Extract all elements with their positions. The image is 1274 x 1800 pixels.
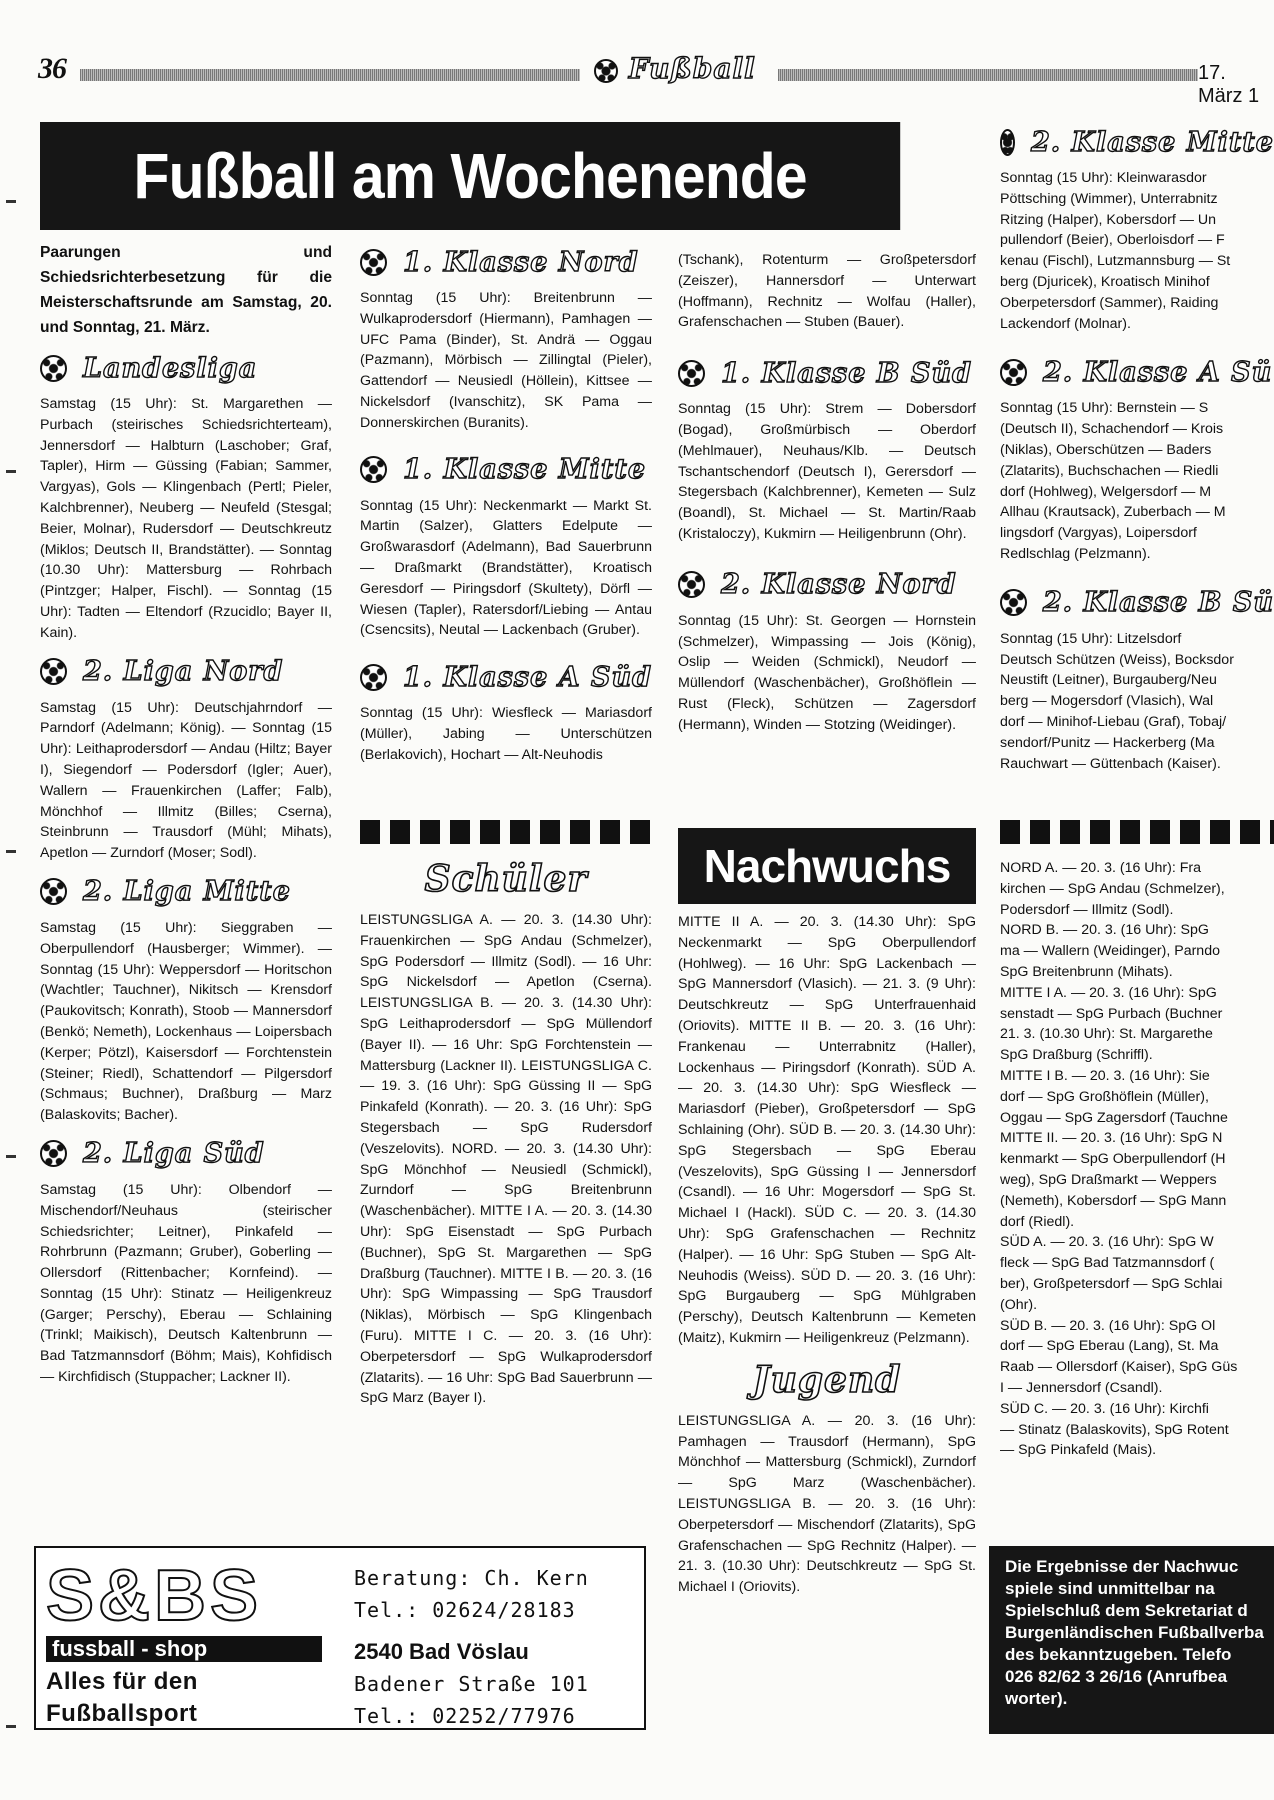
text-line: Spielschluß dem Sekretariat d	[1005, 1601, 1248, 1620]
text-line: Pöttsching (Wimmer), Unterrabnitz	[1000, 190, 1218, 207]
issue-date: 17. März 1	[1198, 62, 1260, 107]
football-icon	[678, 571, 705, 598]
text-line: (Niklas), Oberschützen — Baders	[1000, 441, 1212, 458]
text-line: Sonntag (15 Uhr): Litzelsdorf	[1000, 630, 1182, 647]
fixture-text: Sonntag (15 Uhr): Wiesfleck — Mariasdorf (Müller), Jabing — Unterschützen (Berlakovich), Hochart — Alt-Neuhodis	[360, 705, 652, 763]
jugend-heading: Jugend	[752, 1358, 902, 1401]
logo-text: S&BS	[46, 1556, 263, 1636]
text-line: sendorf/Punitz — Hackerberg (Ma	[1000, 734, 1215, 751]
page-title	[40, 122, 900, 230]
text-line: dorf — SpG Großhöflein (Müller),	[1000, 1088, 1209, 1105]
section-heading-klasse-nord	[360, 240, 652, 284]
section-heading-klasse2-nord	[678, 563, 976, 607]
section-heading-klasse2-a-sued	[1000, 350, 1274, 394]
section-heading-text: 2. Liga Mitte	[83, 876, 291, 908]
column-2	[360, 240, 652, 766]
text-line: senstadt — SpG Purbach (Buchner	[1000, 1005, 1223, 1022]
header-rule-right	[778, 69, 1198, 81]
section-heading-text: 2. Klasse A Sü	[1043, 356, 1273, 388]
text-line: Ritzing (Halper), Kobersdorf — Un	[1000, 211, 1217, 228]
fixture-text: Samstag (15 Uhr): Olbendorf — Mischendorf/Neuhaus (steirischer Schiedsrichter; Leitner), Pinkafeld — Rohrbrunn (Pazmann; Gruber), Goberling — Ollersdorf (Rittenbacher; Kornfeind). — Sonntag (15 Uhr): Stinatz — Heiligenkreuz (Garger; Perschy), Eberau — Schlaining (Trinkl; Maikisch), Deutsch Kaltenbrunn — Bad Tatzmannsdorf (Böhm; Mais), Kohfidisch — Kirchfidisch (Stuppacher; Lackner II).	[40, 1181, 332, 1386]
section-heading-landesliga	[40, 346, 332, 390]
text-line: MITTE II. — 20. 3. (16 Uhr): SpG N	[1000, 1130, 1223, 1147]
fixture-text: Sonntag (15 Uhr): Breitenbrunn — Wulkaprodersdorf (Hiermann), Pamhagen — UFC Pama (Binder), St. Andrä — Oggau (Pazmann), Mörbisch — Zillingtal (Pieler), Gattendorf — Neusiedl (Höllein), Kittsee — Nickelsdorf (Ivanschitz), SK Pama — Donnerskirchen (Buranits).	[360, 290, 652, 431]
text-line: Rauchwart — Güttenbach (Kaiser).	[1000, 755, 1221, 772]
section-title	[594, 52, 756, 85]
section-heading-text: 2. Klasse Nord	[721, 569, 957, 601]
fixture-text: (Tschank), Rotenturm — Großpetersdorf (Zeiszer), Hannersdorf — Unterwart (Hoffmann), Rechnitz — Wolfau (Haller), Grafenschachen — Stuben (Bauer).	[678, 252, 976, 331]
football-icon	[360, 249, 387, 276]
advertisement	[34, 1546, 646, 1730]
football-icon	[40, 1140, 67, 1167]
text-line: SÜD A. — 20. 3. (16 Uhr): SpG W	[1000, 1234, 1214, 1251]
text-line: Lackendorf (Molnar).	[1000, 315, 1131, 332]
text-line: dorf — SpG Eberau (Lang), St. Ma	[1000, 1338, 1219, 1355]
text-line: pullendorf (Beier), Oberloisdorf — F	[1000, 232, 1225, 249]
text-line: Raab — Ollersdorf (Kaiser), SpG Güs	[1000, 1359, 1238, 1376]
text-line: Podersdorf — Illmitz (Sodl).	[1000, 901, 1174, 918]
text-line: Oberpetersdorf (Sammer), Raiding	[1000, 294, 1219, 311]
fixture-lines	[1000, 398, 1274, 564]
text-line: (Nemeth), Kobersdorf — SpG Mann	[1000, 1192, 1227, 1209]
fixture-text: Sonntag (15 Uhr): St. Georgen — Hornstein (Schmelzer), Wimpassing — Jois (König), Oslip — Weiden (Schmickl), Neudorf — Müllendorf (Waschenbächer), Großhöflein — Rust (Fleck), Schützen — Zagersdorf (Hermann), Winden — Stotzing (Weidinger).	[678, 612, 976, 733]
fixture-text: Sonntag (15 Uhr): Strem — Dobersdorf (Bogad), Großmürbisch — Oberdorf (Mehlmauer), Neuhaus/Klb. — Deutsch Tschantschendorf (Deutsch I), Gerersdorf — Stegersbach (Kalchbrenner), Kemeten — Sulz (Boandl), St. Michael — St. Martin/Raab (Kristaloczy), Kukmirn — Heiligenbrunn (Ohr).	[678, 401, 976, 542]
section-heading-text: Landesliga	[83, 352, 258, 384]
schueler-block	[360, 850, 652, 1409]
text-line: (Zlatarits), Buchschachen — Riedli	[1000, 462, 1219, 479]
section-heading-klasse-b-sued	[678, 351, 976, 395]
schueler-heading: Schüler	[424, 858, 588, 900]
text-line: NORD A. — 20. 3. (16 Uhr): Fra	[1000, 860, 1202, 876]
football-icon	[360, 664, 387, 691]
nachwuchs-text: MITTE II A. — 20. 3. (14.30 Uhr): SpG Neckenmarkt — SpG Oberpullendorf (Hohlweg). — 16 Uhr: SpG Lackenbach — SpG Mannersdorf (Vlasich). — 21. 3. (9 Uhr): Deutschkreutz — SpG Unterfrauenhaid (Oriovits). MITTE II B. — 20. 3. (16 Uhr): Frankenau — Unterrabnitz (Haller), Lockenhaus — Piringsdorf (Konrath). SÜD A. — 20. 3. (14.30 Uhr): SpG Wiesfleck — Mariasdorf (Pieber), Großpetersdorf — SpG Schlaining (Ohr). SÜD B. — 20. 3. (14.30 Uhr): SpG Stegersbach — SpG Eberau (Veszelovits), SpG Güssing I — Jennersdorf (Csandl). — 16 Uhr: Mogersdorf — SpG St. Michael I (Hackl). SÜD C. — 20. 3. (14.30 Uhr): SpG Grafenschachen — Rechnitz (Halper). — 16 Uhr: SpG Stuben — SpG Alt-Neuhodis (Weiss). SÜD D. — 20. 3. (16 Uhr): SpG Burgauberg — SpG Mühlgraben (Perschy), Deutsch Kaltenbrunn — Kemeten (Maitz), Kukmirn — Heiligenkreuz (Pelzmann).	[678, 914, 976, 1346]
football-icon	[594, 59, 618, 83]
text-line: Redlschlag (Pelzmann).	[1000, 545, 1151, 562]
section-heading-liga-nord	[40, 650, 332, 694]
text-line: dorf — Minihof-Liebau (Graf), Tobaj/	[1000, 713, 1227, 730]
text-line: Die Ergebnisse der Nachwuc	[1005, 1557, 1239, 1576]
text-line: (Deutsch II), Schachendorf — Krois	[1000, 421, 1224, 438]
text-line: SÜD C. — 20. 3. (16 Uhr): Kirchfi	[1000, 1400, 1209, 1417]
ad-address-line: 2540 Bad Vöslau	[354, 1639, 529, 1664]
nachwuchs-heading: Nachwuchs	[678, 828, 976, 904]
text-line: weg), SpG Draßmarkt — Weppers	[1000, 1171, 1217, 1188]
ad-contact-line: Tel.: 02624/28183	[354, 1598, 576, 1622]
margin-mark	[6, 470, 16, 473]
text-line: — SpG Pinkafeld (Mais).	[1000, 1442, 1157, 1459]
text-line: Deutsch Schützen (Weiss), Bocksdor	[1000, 651, 1234, 668]
text-line: kenau (Fischl), Lutzmannsburg — St	[1000, 253, 1231, 270]
section-heading-klasse2-b-sued	[1000, 581, 1274, 625]
ad-slogan-line: Alles für den	[46, 1668, 198, 1695]
text-line: Sonntag (15 Uhr): Bernstein — S	[1000, 400, 1209, 417]
fixture-text: Samstag (15 Uhr): St. Margarethen — Purbach (steirisches Schiedsrichterteam), Jennersdorf — Halbturn (Laschober; Graf, Tapler), Hirm — Güssing (Fabian; Sammer, Vargyas), Gols — Klingenbach (Pertl; Pieler, Kalchbrenner), Neuberg — Neufeld (Stesgal; Beier, Molnar), Rudersdorf — Deutschkreutz (Miklos; Deutsch II, Brandstätter). — Sonntag (10.30 Uhr): Mattersburg — Rohrbach (Pintzger; Halper, Fischl). — Sonntag (15 Uhr): Tadten — Eltendorf (Rzucidlo; Bayer II, Kain).	[40, 396, 332, 641]
header-rule-left	[80, 69, 580, 81]
text-line: berg — Mogersdorf (Vlasich), Wal	[1000, 693, 1214, 710]
column-4	[1000, 120, 1274, 774]
text-line: NORD B. — 20. 3. (16 Uhr): SpG	[1000, 922, 1209, 939]
football-icon	[1000, 589, 1027, 616]
section-heading-text: 2. Liga Süd	[83, 1138, 265, 1170]
text-line: Sonntag (15 Uhr): Kleinwarasdor	[1000, 170, 1207, 186]
fixture-lines	[1000, 168, 1274, 334]
page-title-text: Fußball am Wochenende	[133, 140, 807, 212]
page-header	[38, 52, 1274, 107]
text-line: berg (Djuricek), Kroatisch Minihof	[1000, 273, 1210, 290]
text-line: spiele sind unmittelbar na	[1005, 1579, 1215, 1598]
margin-mark	[6, 850, 16, 853]
divider-bar	[1000, 820, 1274, 844]
football-icon	[360, 456, 387, 483]
text-line: Burgenländischen Fußballverba	[1005, 1623, 1264, 1642]
ad-slogan	[46, 1666, 198, 1730]
section-heading-klasse2-mitte	[1000, 120, 1274, 164]
ad-address-line: Badener Straße 101	[354, 1672, 589, 1696]
shop-logo	[46, 1558, 346, 1672]
text-line: worter).	[1005, 1689, 1068, 1708]
section-heading-text: 1. Klasse A Süd	[402, 661, 652, 693]
text-line: — Stinatz (Balaskovits), SpG Rotent	[1000, 1421, 1229, 1438]
text-line: fleck — SpG Bad Tatzmannsdorf (	[1000, 1255, 1215, 1272]
nachwuchs-column-4	[1000, 858, 1274, 1461]
text-line: Oggau — SpG Zagersdorf (Tauchne	[1000, 1109, 1228, 1126]
divider-bar	[360, 820, 660, 844]
football-icon	[678, 360, 705, 387]
column-1	[40, 240, 332, 1388]
page-number: 36	[38, 52, 66, 85]
text-line: (Ohr).	[1000, 1296, 1038, 1313]
section-heading-liga-sued	[40, 1132, 332, 1176]
nachwuchs-block	[678, 912, 976, 1598]
section-heading-text: 2. Klasse Mitte	[1030, 126, 1274, 158]
ad-contact-line: Beratung: Ch. Kern	[354, 1566, 589, 1590]
text-line: ber), Großpetersdorf — SpG Schlai	[1000, 1275, 1223, 1292]
section-heading-klasse-a-sued	[360, 655, 652, 699]
section-heading-text: 1. Klasse Mitte	[403, 454, 647, 486]
text-line: 026 82/62 3 26/16 (Anrufbea	[1005, 1667, 1228, 1686]
football-icon	[1000, 359, 1027, 386]
nachwuchs-lines	[1000, 858, 1274, 1461]
margin-mark	[6, 1725, 16, 1728]
section-heading-liga-mitte	[40, 870, 332, 914]
section-heading-text: 1. Klasse Nord	[403, 246, 639, 278]
fixture-text: Samstag (15 Uhr): Deutschjahrndorf — Parndorf (Adelmann; König). — Sonntag (15 Uhr): Leithaprodersdorf — Andau (Hiltz; Bayer I), Siegendorf — Podersdorf (Igler; Auer), Wallern — Frauenkirchen (Laffer; Falb), Mönchhof — Illmitz (Billes; Cserna), Steinbrunn — Trausdorf (Mühl; Mihats), Apetlon — Zurndorf (Moser; Sodl).	[40, 699, 332, 862]
text-line: des bekanntzugeben. Telefo	[1005, 1645, 1232, 1664]
margin-mark	[6, 1155, 16, 1158]
text-line: lingsdorf (Vargyas), Loipersdorf	[1000, 525, 1197, 542]
schueler-text: LEISTUNGSLIGA A. — 20. 3. (14.30 Uhr): Frauenkirchen — SpG Andau (Schmelzer), SpG Podersdorf — Illmitz (Sodl). — 16 Uhr: SpG Nickelsdorf — Apetlon (Cserna). LEISTUNGSLIGA B. — 20. 3. (14.30 Uhr): SpG Leithaprodersdorf — SpG Müllendorf (Bayer II). — 16 Uhr: SpG Forchtenstein — Mattersburg (Lackner II). LEISTUNGSLIGA C. — 19. 3. (16 Uhr): SpG Güssing II — SpG Pinkafeld (Konrath). — 20. 3. (16 Uhr): SpG Stegersbach — SpG Rudersdorf (Veszelovits). NORD. — 20. 3. (14.30 Uhr): SpG Mönchhof — Neusiedl (Schmickl), Zurndorf — SpG Breitenbrunn (Waschenbächer). MITTE I A. — 20. 3. (14.30 Uhr): SpG Eisenstadt — SpG Purbach (Buchner), SpG St. Margarethen — SpG Draßburg (Tauchner). MITTE I B. — 20. 3. (16 Uhr): SpG Wimpassing — SpG Trausdorf (Niklas), Mörbisch — SpG Klingenbach (Furu). MITTE I C. — 20. 3. (16 Uhr): Oberpetersdorf — SpG Wulkaprodersdorf (Zlatarits). — 16 Uhr: SpG Bad Sauerbrunn — SpG Marz (Bayer I).	[360, 912, 652, 1407]
text-line: 21. 3. (10.30 Uhr): St. Margarethe	[1000, 1026, 1213, 1043]
text-line: kirchen — SpG Andau (Schmelzer),	[1000, 880, 1225, 897]
jugend-text: LEISTUNGSLIGA A. — 20. 3. (16 Uhr): Pamhagen — Trausdorf (Hermann), SpG Mönchhof — Mattersburg (Schmickl), Zurndorf — SpG Marz (Waschenbächer). LEISTUNGSLIGA B. — 20. 3. (16 Uhr): Oberpetersdorf — Mischendorf (Zlatarits), SpG Grafenschachen — SpG Rechnitz (Halper). — 21. 3. (10.30 Uhr): Deutschkreutz — SpG St. Michael I (Oriovits).	[678, 1412, 976, 1596]
ad-contact-line: Tel.: 02252/77976	[354, 1704, 576, 1728]
fixture-lines	[1000, 629, 1274, 775]
section-heading-text: 2. Klasse B Sü	[1042, 587, 1274, 619]
text-line: MITTE I A. — 20. 3. (16 Uhr): SpG	[1000, 984, 1217, 1001]
football-icon	[40, 878, 67, 905]
text-line: MITTE I B. — 20. 3. (16 Uhr): Sie	[1000, 1067, 1210, 1084]
football-icon	[1000, 129, 1015, 156]
section-heading-text: 2. Liga Nord	[83, 656, 284, 688]
section-heading-text: 1. Klasse B Süd	[721, 357, 973, 389]
text-line: SÜD B. — 20. 3. (16 Uhr): SpG Ol	[1000, 1317, 1216, 1334]
text-line: SpG Draßburg (Schriffl).	[1000, 1047, 1153, 1064]
text-line: SpG Breitenbrunn (Mihats).	[1000, 963, 1173, 980]
football-icon	[40, 658, 67, 685]
text-line: Allhau (Krautsack), Zuberbach — M	[1000, 504, 1226, 521]
margin-mark	[6, 200, 16, 203]
intro-text: Paarungen und Schiedsrichterbesetzung für die Meisterschaftsrunde am Samstag, 20. und Sonntag, 21. März.	[40, 244, 332, 336]
fixture-text: Sonntag (15 Uhr): Neckenmarkt — Markt St. Martin (Salzer), Glatters Edelpute — Großwarasdorf (Adelmann), Bad Sauerbrunn — Draßmarkt (Brandstätter), Kroatisch Geresdorf — Piringsdorf (Skultety), Dörfl — Wiesen (Tapler), Ratersdorf/Liebing — Antau (Csencsits), Neutal — Lackenbach (Gruber).	[360, 497, 652, 639]
section-label: Fußball	[628, 52, 756, 85]
football-icon	[40, 355, 67, 382]
text-line: Neustift (Leitner), Burgauberg/Neu	[1000, 672, 1217, 689]
column-3	[678, 250, 976, 736]
fixture-text: Samstag (15 Uhr): Sieggraben — Oberpullendorf (Hausberger; Wimmer). — Sonntag (15 Uhr): Weppersdorf — Horitschon (Wachtler; Tauchner), Nikitsch — Krensdorf (Paukovitsch; Konrath), Stoob — Mannersdorf (Benkö; Nemeth), Lockenhaus — Loipersbach (Kerper; Pötzl), Kaisersdorf — Forchtenstein (Steiner; Riedl), Schattendorf — Pilgersdorf (Schmaus; Buchner), Draßburg — Marz (Balaskovits; Bacher).	[40, 919, 332, 1124]
text-line: dorf (Hohlweg), Welgersdorf — M	[1000, 483, 1212, 500]
info-lines	[1005, 1556, 1274, 1710]
text-line: dorf (Riedl).	[1000, 1213, 1075, 1230]
section-heading-klasse-mitte	[360, 448, 652, 492]
logo-band: fussball - shop	[46, 1636, 322, 1662]
ad-contact	[354, 1562, 589, 1732]
ad-slogan-line: Fußballsport	[46, 1700, 198, 1727]
text-line: ma — Wallern (Weidinger), Parndo	[1000, 943, 1220, 960]
text-line: I — Jennersdorf (Csandl).	[1000, 1379, 1163, 1396]
text-line: kenmarkt — SpG Oberpullendorf (H	[1000, 1151, 1226, 1168]
info-box	[989, 1546, 1274, 1734]
